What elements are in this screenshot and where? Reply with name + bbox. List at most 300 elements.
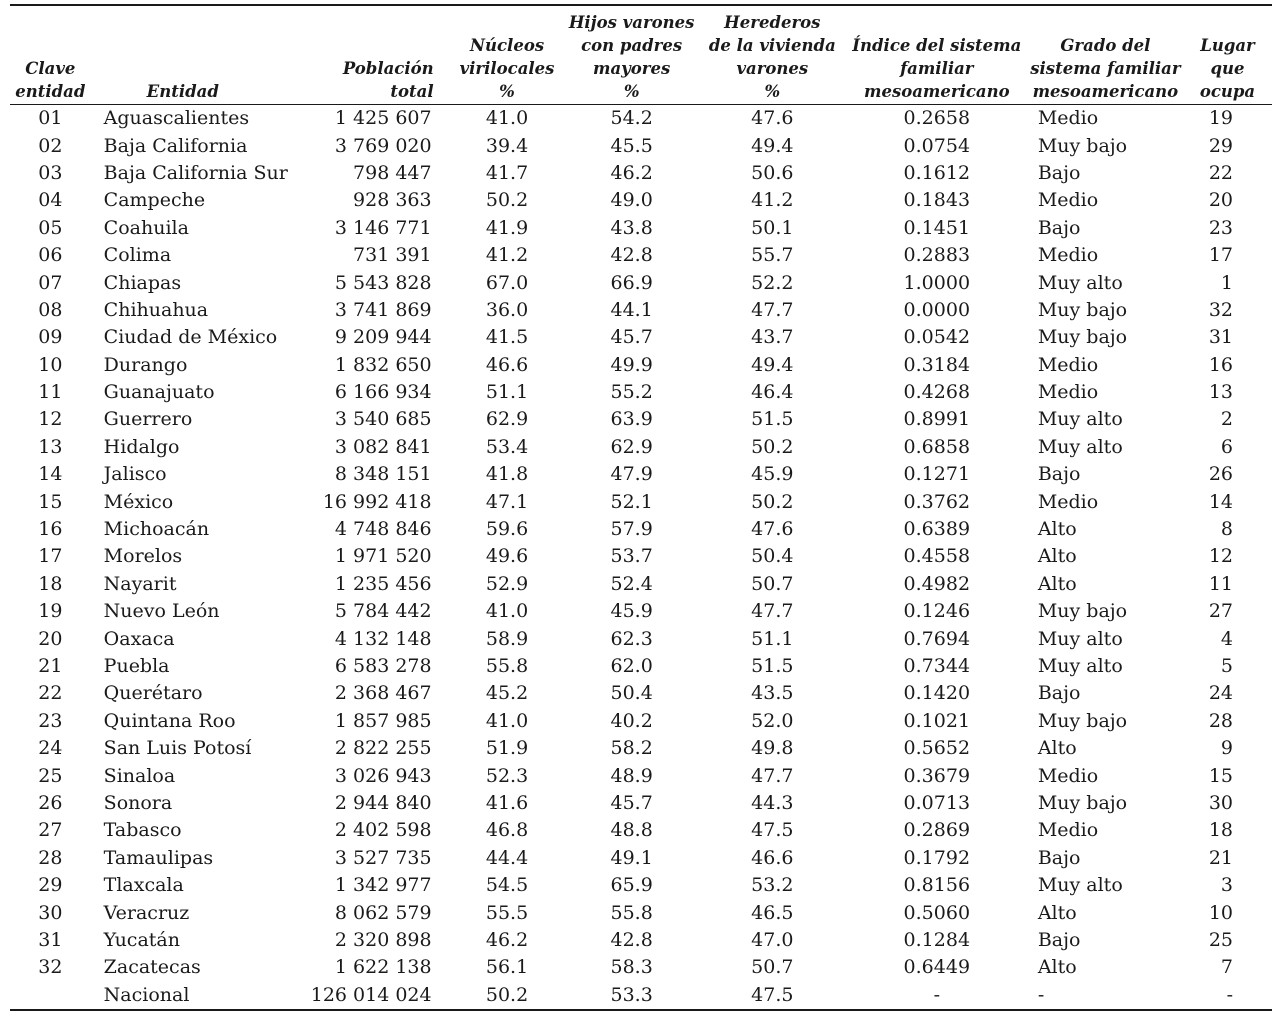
header-entidad: [91, 5, 290, 105]
cell-indice: 0.0754: [903, 134, 971, 157]
cell-clave: 26: [38, 791, 63, 814]
header-grado-line: sistema familiar: [1030, 59, 1181, 78]
cell-grado: Muy bajo: [1037, 326, 1128, 349]
cell-clave: 24: [38, 737, 63, 760]
cell-herederos: 47.7: [751, 298, 794, 321]
cell-poblacion: 928 363: [353, 189, 432, 212]
cell-hijos: 57.9: [610, 518, 653, 541]
cell-nucleos: 49.6: [485, 545, 529, 568]
cell-hijos: 48.9: [610, 764, 653, 787]
cell-hijos: 55.2: [610, 381, 653, 404]
cell-indice: 0.5060: [903, 901, 971, 924]
cell-grado: Alto: [1037, 956, 1077, 979]
table-row: [10, 680, 1272, 707]
cell-lugar: 20: [1208, 189, 1233, 212]
cell-poblacion: 2 402 598: [334, 819, 432, 842]
table-row: [10, 434, 1272, 461]
cell-indice: 0.0000: [903, 298, 971, 321]
cell-lugar: 6: [1220, 435, 1233, 458]
table-row: [10, 406, 1272, 433]
cell-entidad: Guanajuato: [103, 381, 215, 404]
cell-herederos: 47.6: [751, 107, 794, 130]
cell-grado: Medio: [1037, 107, 1099, 130]
cell-grado: Muy alto: [1037, 627, 1123, 650]
cell-herederos: 44.3: [751, 791, 794, 814]
cell-lugar: 26: [1208, 463, 1233, 486]
cell-herederos: 43.5: [751, 682, 794, 705]
header-poblacion-line: total: [390, 82, 434, 101]
header-clave-line: entidad: [15, 82, 86, 101]
cell-poblacion: 1 425 607: [334, 107, 432, 130]
cell-herederos: 51.5: [751, 655, 794, 677]
cell-entidad: Puebla: [103, 655, 170, 677]
cell-hijos: 62.0: [610, 655, 653, 677]
cell-poblacion: 2 822 255: [334, 737, 432, 760]
cell-herederos: 55.7: [751, 244, 794, 267]
cell-poblacion: 6 583 278: [334, 655, 432, 677]
cell-grado: Muy alto: [1037, 874, 1123, 897]
cell-hijos: 46.2: [610, 161, 653, 184]
cell-nucleos: 56.1: [485, 956, 529, 979]
cell-lugar: 15: [1208, 764, 1233, 787]
cell-indice: 0.2658: [903, 107, 971, 130]
table-row: [10, 461, 1272, 488]
cell-grado: Muy bajo: [1037, 134, 1128, 157]
cell-grado: Muy alto: [1037, 408, 1123, 431]
national-hijos: 53.3: [564, 982, 698, 1010]
header-row: [10, 5, 1272, 105]
cell-entidad: Tamaulipas: [103, 846, 214, 869]
cell-clave: 18: [38, 572, 63, 595]
cell-hijos: 54.2: [610, 107, 653, 130]
cell-hijos: 58.2: [610, 737, 653, 760]
table-row: [10, 762, 1272, 789]
cell-clave: 22: [38, 682, 63, 705]
cell-herederos: 49.8: [751, 737, 794, 760]
cell-nucleos: 41.8: [485, 463, 529, 486]
cell-poblacion: 1 857 985: [334, 709, 432, 732]
cell-grado: Muy alto: [1037, 655, 1123, 677]
cell-clave: 21: [38, 655, 63, 677]
cell-nucleos: 41.0: [485, 107, 529, 130]
cell-indice: 0.6858: [903, 435, 971, 458]
cell-poblacion: 798 447: [353, 161, 432, 184]
table-row: [10, 927, 1272, 954]
cell-lugar: 30: [1208, 791, 1233, 814]
header-indice: [846, 5, 1028, 105]
cell-poblacion: 2 320 898: [334, 928, 432, 951]
cell-lugar: 17: [1208, 244, 1233, 267]
cell-clave: 05: [38, 216, 63, 239]
cell-indice: 0.8156: [903, 874, 971, 897]
cell-lugar: 13: [1208, 381, 1233, 404]
cell-indice: 0.4558: [903, 545, 971, 568]
cell-lugar: 9: [1220, 737, 1233, 760]
cell-entidad: Nayarit: [103, 572, 177, 595]
cell-clave: 11: [38, 381, 63, 404]
cell-indice: 0.1021: [903, 709, 971, 732]
header-herederos: [699, 5, 846, 105]
table-row: [10, 817, 1272, 844]
cell-hijos: 44.1: [610, 298, 653, 321]
cell-indice: 0.6389: [903, 518, 971, 541]
cell-herederos: 50.1: [751, 216, 794, 239]
cell-clave: 25: [38, 764, 63, 787]
cell-hijos: 58.3: [610, 956, 653, 979]
cell-grado: Medio: [1037, 490, 1099, 513]
cell-indice: 0.7694: [903, 627, 971, 650]
table-row: [10, 160, 1272, 187]
cell-nucleos: 59.6: [485, 518, 529, 541]
table-header: [10, 5, 1272, 105]
cell-nucleos: 62.9: [485, 408, 529, 431]
cell-poblacion: 6 166 934: [334, 381, 432, 404]
cell-clave: 16: [38, 518, 63, 541]
cell-nucleos: 41.6: [485, 791, 529, 814]
cell-entidad: Campeche: [103, 189, 206, 212]
cell-poblacion: 8 348 151: [334, 463, 432, 486]
national-poblacion: 126 014 024: [289, 982, 449, 1010]
cell-grado: Muy bajo: [1037, 298, 1128, 321]
cell-clave: 20: [38, 627, 63, 650]
cell-indice: 0.4982: [903, 572, 971, 595]
cell-nucleos: 44.4: [485, 846, 529, 869]
cell-indice: 0.7344: [903, 655, 971, 677]
cell-indice: 0.0713: [903, 791, 971, 814]
cell-lugar: 18: [1208, 819, 1233, 842]
cell-lugar: 29: [1208, 134, 1233, 157]
header-nucleos-line: virilocales: [459, 59, 555, 78]
cell-hijos: 53.7: [610, 545, 653, 568]
table-row: [10, 297, 1272, 324]
cell-entidad: Colima: [103, 244, 172, 267]
cell-grado: Medio: [1037, 819, 1099, 842]
cell-nucleos: 41.0: [485, 709, 529, 732]
cell-herederos: 45.9: [751, 463, 794, 486]
header-indice-line: familiar: [900, 59, 974, 78]
cell-hijos: 55.8: [610, 901, 653, 924]
cell-entidad: Chihuahua: [103, 298, 209, 321]
header-poblacion-line: Población: [342, 59, 434, 78]
cell-grado: Medio: [1037, 381, 1099, 404]
cell-clave: 17: [38, 545, 63, 568]
table-row: [10, 132, 1272, 159]
cell-clave: 28: [38, 846, 63, 869]
cell-hijos: 45.5: [610, 134, 653, 157]
cell-grado: Bajo: [1037, 928, 1081, 951]
cell-nucleos: 36.0: [485, 298, 529, 321]
cell-indice: 0.0542: [903, 326, 971, 349]
cell-indice: 0.2883: [903, 244, 971, 267]
header-herederos-line: Herederos: [724, 13, 821, 32]
cell-grado: Muy bajo: [1037, 791, 1128, 814]
header-hijos-line: mayores: [593, 59, 671, 78]
cell-hijos: 65.9: [610, 874, 653, 897]
cell-entidad: Baja California: [103, 134, 248, 157]
cell-grado: Bajo: [1037, 463, 1081, 486]
header-hijos-line: Hijos varones: [568, 13, 695, 32]
cell-herederos: 47.5: [751, 819, 794, 842]
cell-poblacion: 4 748 846: [334, 518, 432, 541]
cell-lugar: 10: [1208, 901, 1233, 924]
table-row: [10, 790, 1272, 817]
cell-hijos: 62.9: [610, 435, 653, 458]
cell-nucleos: 41.0: [485, 600, 529, 623]
table-row: [10, 571, 1272, 598]
header-lugar: [1183, 5, 1272, 105]
cell-herederos: 50.6: [751, 161, 794, 184]
cell-entidad: Nuevo León: [103, 600, 220, 623]
cell-herederos: 50.2: [751, 435, 794, 458]
cell-indice: 0.6449: [903, 956, 971, 979]
cell-indice: 0.1271: [903, 463, 971, 486]
cell-lugar: 27: [1208, 600, 1233, 623]
header-grado: [1028, 5, 1183, 105]
cell-lugar: 25: [1208, 928, 1233, 951]
cell-poblacion: 3 146 771: [334, 216, 432, 239]
cell-clave: 31: [38, 928, 63, 951]
cell-indice: 0.1420: [903, 682, 971, 705]
cell-herederos: 43.7: [751, 326, 794, 349]
cell-herederos: 51.1: [751, 627, 794, 650]
cell-nucleos: 52.9: [485, 572, 529, 595]
cell-nucleos: 51.1: [485, 381, 529, 404]
cell-clave: 29: [38, 874, 63, 897]
cell-clave: 03: [38, 161, 63, 184]
cell-herederos: 41.2: [751, 189, 794, 212]
table-row: [10, 269, 1272, 296]
header-hijos-line: %: [623, 82, 640, 101]
table-row: [10, 598, 1272, 625]
cell-clave: 15: [38, 490, 63, 513]
cell-nucleos: 58.9: [485, 627, 529, 650]
table-row: [10, 735, 1272, 762]
cell-entidad: México: [103, 490, 174, 513]
national-herederos: 47.5: [699, 982, 846, 1010]
cell-lugar: 8: [1220, 518, 1233, 541]
cell-herederos: 52.0: [751, 709, 794, 732]
table-row: [10, 379, 1272, 406]
table-row: [10, 187, 1272, 214]
cell-grado: Muy alto: [1037, 435, 1123, 458]
cell-nucleos: 54.5: [485, 874, 529, 897]
cell-poblacion: 1 832 650: [334, 353, 432, 376]
cell-grado: Bajo: [1037, 161, 1081, 184]
header-indice-line: Índice del sistema: [852, 36, 1022, 55]
cell-herederos: 50.2: [751, 490, 794, 513]
cell-hijos: 48.8: [610, 819, 653, 842]
cell-poblacion: 3 527 735: [334, 846, 432, 869]
cell-poblacion: 1 622 138: [334, 956, 432, 979]
cell-clave: 23: [38, 709, 63, 732]
cell-grado: Bajo: [1037, 682, 1081, 705]
table-row: [10, 324, 1272, 351]
table-row: [10, 242, 1272, 269]
cell-entidad: Aguascalientes: [103, 107, 250, 130]
cell-indice: 0.1451: [903, 216, 971, 239]
cell-nucleos: 46.8: [485, 819, 529, 842]
cell-grado: Bajo: [1037, 846, 1081, 869]
cell-clave: 09: [38, 326, 63, 349]
cell-grado: Alto: [1037, 737, 1077, 760]
cell-nucleos: 46.6: [485, 353, 529, 376]
cell-hijos: 45.7: [610, 326, 653, 349]
cell-indice: 0.1246: [903, 600, 971, 623]
table-row: [10, 872, 1272, 899]
cell-lugar: 28: [1208, 709, 1233, 732]
header-nucleos: [450, 5, 565, 105]
header-grado-line: Grado del: [1060, 36, 1151, 55]
table-row: [10, 954, 1272, 981]
header-hijos-line: con padres: [581, 36, 683, 55]
cell-nucleos: 41.5: [485, 326, 529, 349]
cell-lugar: 14: [1208, 490, 1233, 513]
cell-poblacion: 2 368 467: [334, 682, 432, 705]
cell-poblacion: 731 391: [353, 244, 432, 267]
table-body: [10, 105, 1272, 1010]
cell-poblacion: 9 209 944: [334, 326, 432, 349]
table-row: [10, 105, 1272, 133]
cell-hijos: 52.4: [610, 572, 653, 595]
table-row: [10, 625, 1272, 652]
cell-grado: Muy bajo: [1037, 600, 1128, 623]
cell-nucleos: 67.0: [485, 271, 529, 294]
cell-poblacion: 1 235 456: [334, 572, 432, 595]
cell-poblacion: 3 026 943: [334, 764, 432, 787]
cell-nucleos: 51.9: [485, 737, 529, 760]
cell-lugar: 12: [1208, 545, 1233, 568]
header-lugar-line: ocupa: [1199, 82, 1256, 101]
cell-indice: 0.8991: [903, 408, 971, 431]
cell-entidad: Sinaloa: [103, 764, 176, 787]
cell-clave: 13: [38, 435, 63, 458]
header-lugar-line: Lugar que: [1200, 36, 1255, 78]
cell-entidad: Yucatán: [103, 928, 180, 951]
cell-entidad: Guerrero: [103, 408, 193, 431]
cell-hijos: 66.9: [610, 271, 653, 294]
cell-indice: 0.3184: [903, 353, 971, 376]
cell-herederos: 47.7: [751, 600, 794, 623]
cell-entidad: Jalisco: [103, 463, 167, 486]
cell-entidad: Tabasco: [103, 819, 182, 842]
state-family-system-table: [10, 4, 1272, 1011]
header-hijos: [564, 5, 698, 105]
cell-hijos: 43.8: [610, 216, 653, 239]
cell-entidad: San Luis Potosí: [103, 737, 252, 760]
cell-herederos: 47.0: [751, 928, 794, 951]
cell-clave: 12: [38, 408, 63, 431]
national-entidad: Nacional: [91, 982, 290, 1010]
cell-poblacion: 5 784 442: [334, 600, 432, 623]
cell-clave: 30: [38, 901, 63, 924]
national-nucleos: 50.2: [450, 982, 565, 1010]
cell-hijos: 62.3: [610, 627, 653, 650]
cell-entidad: Zacatecas: [103, 956, 201, 979]
cell-lugar: 11: [1208, 572, 1233, 595]
cell-hijos: 42.8: [610, 244, 653, 267]
cell-entidad: Quintana Roo: [103, 709, 236, 732]
cell-poblacion: 5 543 828: [334, 271, 432, 294]
cell-nucleos: 39.4: [485, 134, 529, 157]
table-row: [10, 516, 1272, 543]
cell-hijos: 40.2: [610, 709, 653, 732]
cell-lugar: 24: [1208, 682, 1233, 705]
cell-poblacion: 2 944 840: [334, 791, 432, 814]
cell-entidad: Chiapas: [103, 271, 182, 294]
cell-grado: Medio: [1037, 764, 1099, 787]
cell-grado: Bajo: [1037, 216, 1081, 239]
cell-entidad: Michoacán: [103, 518, 210, 541]
cell-herederos: 47.6: [751, 518, 794, 541]
cell-hijos: 49.9: [610, 353, 653, 376]
cell-lugar: 19: [1208, 107, 1233, 130]
cell-indice: 1.0000: [903, 271, 971, 294]
cell-indice: 0.4268: [903, 381, 971, 404]
cell-grado: Muy alto: [1037, 271, 1123, 294]
cell-entidad: Morelos: [103, 545, 183, 568]
cell-entidad: Querétaro: [103, 682, 203, 705]
cell-nucleos: 46.2: [485, 928, 529, 951]
cell-entidad: Baja California Sur: [103, 161, 288, 184]
cell-grado: Medio: [1037, 244, 1099, 267]
cell-poblacion: 4 132 148: [334, 627, 432, 650]
cell-lugar: 1: [1220, 271, 1233, 294]
cell-lugar: 21: [1208, 846, 1233, 869]
cell-lugar: 2: [1220, 408, 1233, 431]
cell-poblacion: 16 992 418: [322, 490, 432, 513]
cell-nucleos: 45.2: [485, 682, 529, 705]
cell-lugar: 22: [1208, 161, 1233, 184]
cell-indice: 0.3679: [903, 764, 971, 787]
cell-grado: Alto: [1037, 518, 1077, 541]
cell-lugar: 7: [1220, 956, 1233, 979]
national-grado: -: [1028, 982, 1183, 1010]
header-nucleos-line: Núcleos: [469, 36, 545, 55]
cell-herederos: 53.2: [751, 874, 794, 897]
cell-clave: 06: [38, 244, 63, 267]
cell-clave: 04: [38, 189, 63, 212]
header-grado-line: mesoamericano: [1032, 82, 1179, 101]
header-herederos-line: %: [764, 82, 781, 101]
cell-hijos: 49.1: [610, 846, 653, 869]
national-row: [10, 982, 1272, 1010]
cell-lugar: 5: [1220, 655, 1233, 677]
cell-indice: 0.2869: [903, 819, 971, 842]
cell-entidad: Veracruz: [103, 901, 190, 924]
cell-nucleos: 41.9: [485, 216, 529, 239]
cell-herederos: 50.7: [751, 956, 794, 979]
cell-herederos: 46.5: [751, 901, 794, 924]
cell-hijos: 47.9: [610, 463, 653, 486]
cell-poblacion: 1 971 520: [334, 545, 432, 568]
cell-entidad: Durango: [103, 353, 188, 376]
table-row: [10, 708, 1272, 735]
cell-clave: 32: [38, 956, 63, 979]
national-lugar: -: [1183, 982, 1272, 1010]
header-indice-line: mesoamericano: [863, 82, 1010, 101]
cell-nucleos: 41.2: [485, 244, 529, 267]
cell-clave: 02: [38, 134, 63, 157]
cell-indice: 0.1843: [903, 189, 971, 212]
table-row: [10, 899, 1272, 926]
table-row: [10, 352, 1272, 379]
cell-hijos: 63.9: [610, 408, 653, 431]
table-row: [10, 653, 1272, 680]
cell-hijos: 52.1: [610, 490, 653, 513]
cell-lugar: 4: [1220, 627, 1233, 650]
cell-clave: 19: [38, 600, 63, 623]
cell-hijos: 45.9: [610, 600, 653, 623]
